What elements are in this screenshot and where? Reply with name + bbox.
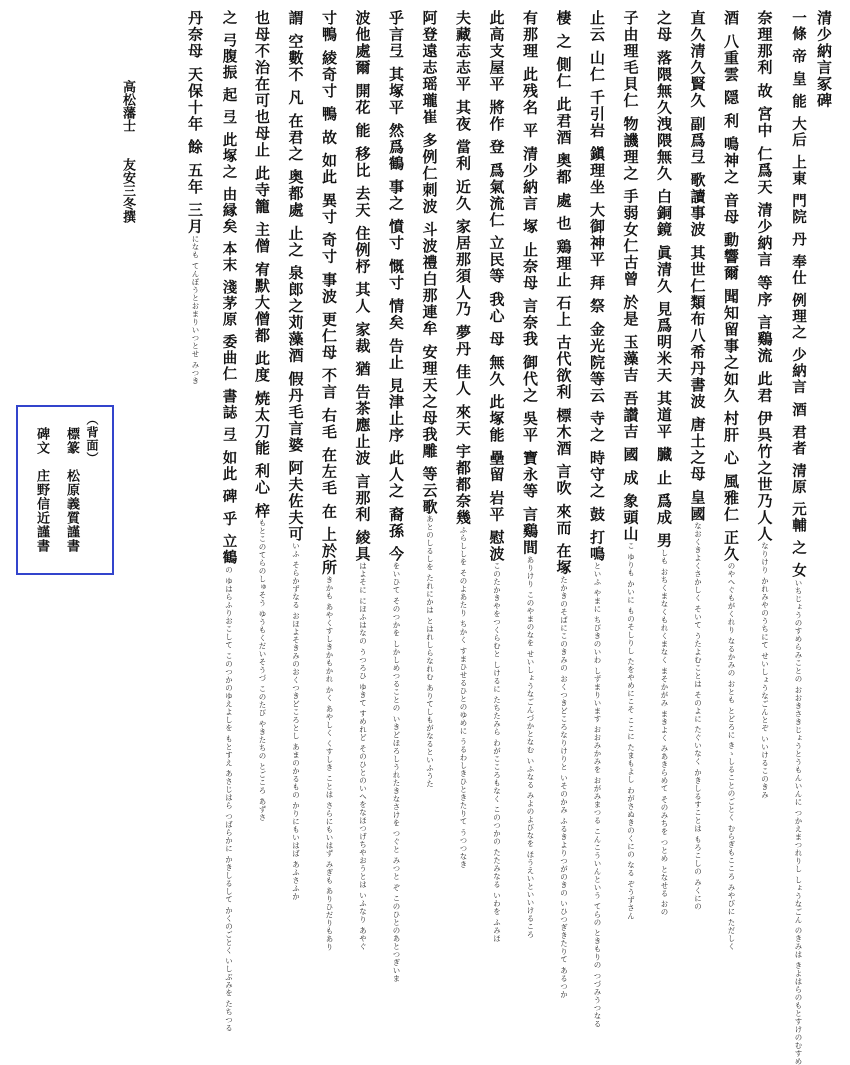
text-column: [522, 10, 538, 938]
furigana-reading: をいひて そのつかを しかしめつることの いきどほろしうれたきなさけを つぐと みつと ぞ このひとのあとつぎいま: [392, 562, 401, 983]
furigana-reading: ふらししを そのよあたり ちかく すまひせるひとのゆめに うるわしきひときたりて うつつなき: [459, 525, 468, 869]
text-column: [288, 10, 304, 901]
furigana-reading: あとのしるしを たれにかは とはれしらなれむ ありてしもがなるといふうた: [425, 515, 435, 789]
column-text: 之 弓腹振 起 弖 此塚之 由縁矣 本末 淺茅原 委曲仁 書誌 弖 如此 碑 乎 立鶴: [220, 10, 238, 566]
text-column: [221, 10, 237, 1032]
column-text: 有那理 此残名 平 清少納言 塚 止奈母 言奈我 御代之 吳平 寶永等 言鷄間: [521, 10, 539, 556]
title-column: [816, 10, 832, 109]
text-column: [757, 10, 773, 799]
document-title: 清少納言冢碑: [815, 10, 833, 109]
text-column: [556, 10, 572, 998]
column-text: 棲 之 側仁 此君酒 奥都 處 也 鶏理止 石上 古代欲利 標木酒 言吹 來而 在塚: [554, 10, 573, 576]
furigana-reading: ありけり このやまのなを せいしょうなごんづかとなむ いふなる みよのよびなを ほうえいといいけるころ: [526, 555, 535, 939]
furigana-reading: のやへぐもがくれり なるかみの おとも とどろに きゝしることのごとく むらぎもこころ みやびに ただしく: [727, 562, 736, 951]
text-column: [388, 10, 404, 983]
text-column: [254, 10, 270, 821]
text-column: [690, 10, 706, 910]
column-text: 一條 帝 皇 能 大后 上東 門院 丹 奉仕 例理之 少納言 酒 君者 清原 元輔 之 女: [790, 10, 807, 579]
author-signature: 高松藩士 友安三冬撰: [120, 80, 135, 223]
column-text: 止云 山仁 千引岩 鎭理坐 大御神平 拜 祭 金光院等云 寺之 時守之 鼓 打鳴: [588, 10, 606, 563]
furigana-reading: このたかきやをつくらむと しけるに たちたみら わがこころもなく このつかの たたみなる いわを ふみほ: [492, 562, 502, 943]
text-column: [355, 10, 371, 951]
column-text: 乎言弖 其塚平 然爲鶴 事之 憤寸 慨寸 情矣 告止 見津止序 此人之 裔孫 今: [387, 10, 405, 563]
text-column: [623, 10, 639, 920]
column-text: 寸鴨 綾奇寸 鴨 故 如此 異寸 奇寸 事波 更仁母 不言 右毛 在左毛 在 上於所: [320, 10, 338, 576]
column-text: 酒 八重雲 隠 利 鳴神之 音母 動響爾 聞知留事之如久 村肝 心 風雅仁 正久: [722, 10, 740, 563]
back-label: （背面）: [85, 413, 99, 465]
column-text: 之母 落隈無久洩隈無久 白銅鏡 眞清久 見爲明米天 其道平 臓 止 爲成 男: [655, 10, 673, 549]
furigana-reading: といふ やまに ちびきのいわ しずまりいます おおみかみを おがみまつる こんこういんという てらの ときもりの つづみうつなる: [593, 562, 602, 1029]
column-text: 直久清久賢久 副爲弖 歌讀事波 其世仁類布八希丹書波 唐土之母 皇國: [688, 10, 707, 523]
column-text: 夫藏志志平 其夜 當利 近久 家居那須人乃 夢丹 佳人 來天 宇都都奈幾: [454, 10, 472, 526]
text-column: [589, 10, 605, 1028]
furigana-reading: になも てんぽうとおまりいつとせ みつき: [191, 234, 200, 385]
column-text: 此高支屋平 將作 登 爲氣流仁 立民等 我心 母 無久 此塚能 壘留 岩平 慰波: [487, 10, 506, 563]
furigana-reading: こ ゆりも かいに ものそしりし たをやめにこそ ここに たまもよし わがさぬきのくにの なる ぞうずさん: [626, 542, 636, 921]
furigana-reading: いふ そらかずなる おほよそきみのおくつきどころとし あまのかるもの かりにもいはば あふさふか: [291, 542, 301, 901]
column-text: 也母不治在可也母止 此寺籠 主僧 宥默大僧都 此度 焼太刀能 利心 梓: [253, 10, 271, 520]
text-column: [489, 10, 505, 943]
furigana-reading: の ゆはらふりおこして このつかのゆえよしを もとすえ あさじはら つばらかに かきしるして かくのごとく いしぶみを たちつる: [224, 565, 234, 1032]
text-column: [790, 10, 806, 1065]
furigana-reading: なりけり かれみやのうちにて せいしょうなごんとぞ いいけるこのきみ: [760, 542, 770, 799]
furigana-reading: たかきのそばにこのきみの おくつきどころなりけりと いそのかみ ふるきよりつがのきの いひつぎきたりて あるつか: [559, 575, 569, 999]
furigana-reading: もとこのてらのしゅそう ゆうもくだいそうづ このたび やきたちの とごころ あずさ: [258, 519, 267, 822]
text-column: [455, 10, 471, 868]
column-text: 子由理毛貝仁 物譏理之 手弱女仁古曾 於是 玉藻吉 吾讃吉 國 成 象頭山: [621, 10, 640, 543]
furigana-reading: しも おちくまなくもれくまなく まそかがみ まきよく みあきらめて そのみちを つとめ となせる おの: [660, 549, 669, 917]
back-row-1: 標篆 松原義質謹書: [64, 427, 79, 553]
text-column: [656, 10, 672, 916]
furigana-reading: きかも あやくすしきかもかれ かく あやしく くすしき ことは さらにもいはず みぎも ありひだりもあり: [325, 575, 334, 951]
furigana-reading: いちじょうのすめらみことの おおきさきじょうとうもんいんに つかえまつれりし しょうなごん のきみは きよはらのもとすけのむすめ: [794, 578, 803, 1065]
column-text: 謂 空數不 凡 在君之 奥都處 止之 泉郎之苅藻酒 假丹毛言婆 阿夫佐夫可: [286, 10, 305, 543]
text-column: [187, 10, 203, 385]
column-text: 波他處爾 開花 能 移比 去天 住例杼 其人 家裁 猶 告茶應止波 言那利 綾具: [353, 10, 372, 563]
text-column: [321, 10, 337, 951]
text-column: [422, 10, 438, 788]
column-text: 丹奈母 天保十年 餘 五年 三月: [186, 10, 204, 235]
column-text: 奈理那利 故 宮中 仁爲天 清少納言 等序 言鷄流 此君 伊呉竹之世乃人人: [755, 10, 774, 543]
back-inscription-box: [16, 405, 114, 575]
furigana-reading: はよそに にほふはなの うつろひ ゆきて すめれど そのひとのいへをなほつげちやおうとは いふなり あやぐ: [358, 562, 368, 951]
text-column: [723, 10, 739, 951]
column-text: 阿登遠志瑶瓏崔 多例仁刺波 斗波禮白那連牟 安理天之母我雕 等云歌: [420, 10, 439, 516]
back-row-2: 碑文 庄野信近謹書: [34, 427, 49, 553]
furigana-reading: なおくきよくさかしく そいて うたよむことは そのよに たぐいなく かきしるすことは もろこしの みくにの: [693, 522, 703, 911]
